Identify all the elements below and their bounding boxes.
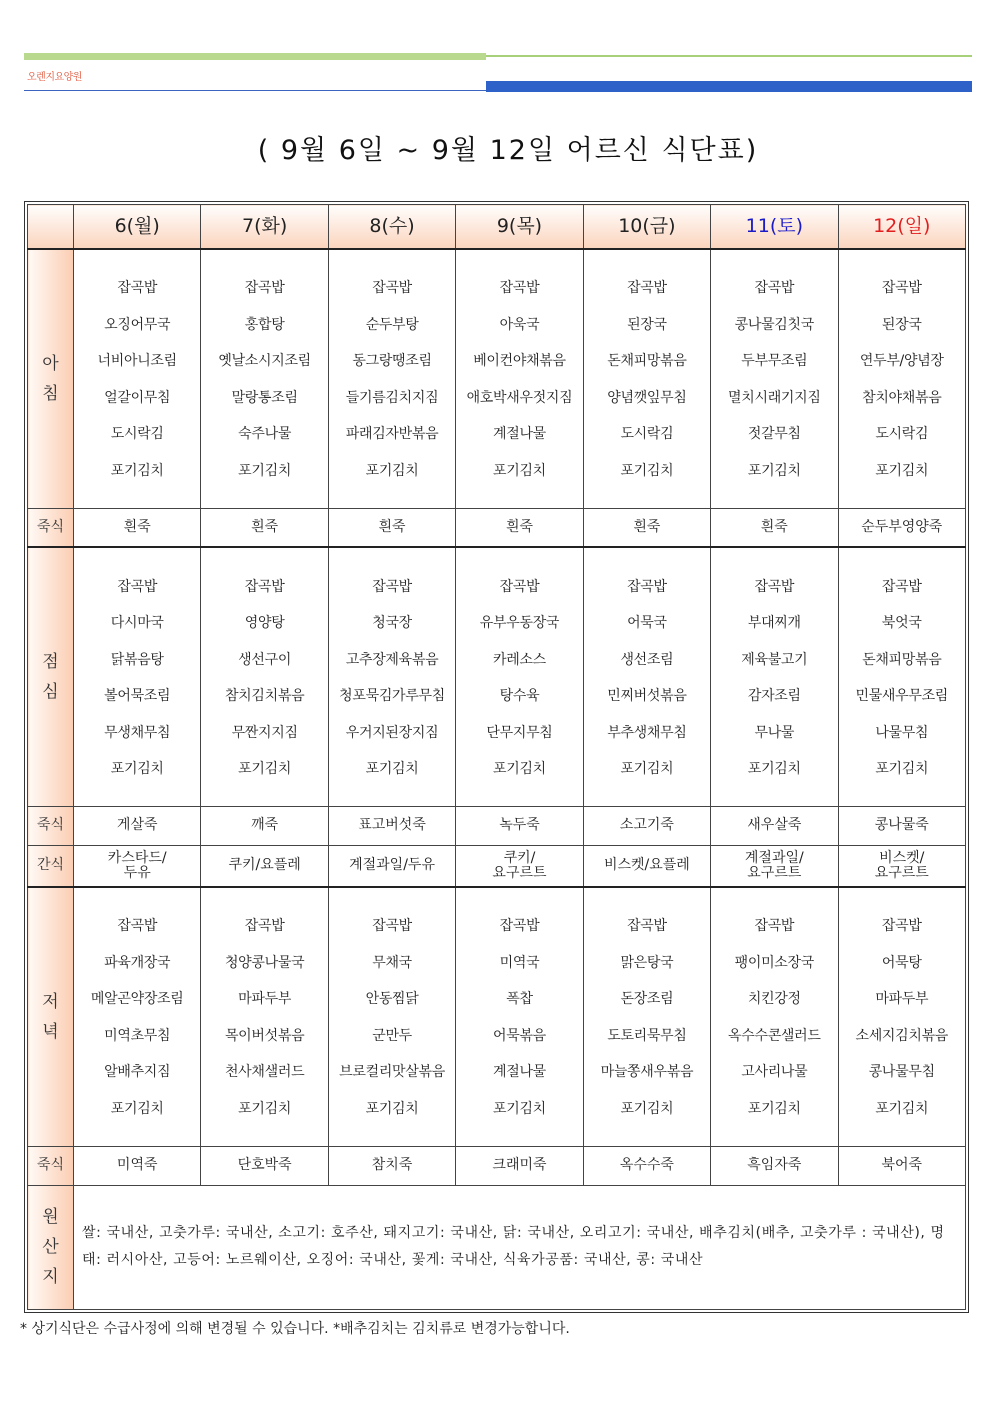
menu-item: 고사리나물 [741,1064,808,1081]
menu-item: 참치김치볶음 [224,688,305,705]
dinner-cell [583,887,710,1146]
dinner-cell [838,887,965,1146]
menu-item: 포기김치 [110,761,164,778]
porridge-cell: 미역죽 [74,1146,201,1185]
snack-cell [711,846,838,887]
breakfast-porridge-row [28,508,966,547]
breakfast-cell [583,249,710,508]
menu-item: 포기김치 [620,761,674,778]
lunch-label: 점심 [42,652,59,703]
day-header: 10(금) [583,205,710,249]
porridge-cell: 흰죽 [74,508,201,547]
header-green-bar [24,53,486,60]
lunch-cell [838,547,965,806]
menu-item: 다시마국 [110,615,164,632]
menu-item: 미역국 [499,954,540,971]
menu-item: 돈채피망볶음 [862,651,942,668]
menu-item: 포기김치 [747,462,801,479]
menu-item: 도시락김 [620,426,674,443]
menu-item: 계절나물 [493,1064,546,1081]
lunch-label-cell [28,547,74,806]
menu-item: 무생채무침 [104,724,171,741]
origin-label-cell [28,1185,74,1309]
menu-item: 부대찌개 [747,615,801,632]
menu-item: 잡곡밥 [627,280,667,297]
menu-item: 포기김치 [365,1100,419,1117]
menu-item: 탕수육 [499,688,540,705]
menu-item: 고추장제육볶음 [345,651,439,668]
menu-item: 참치야채볶음 [862,389,942,406]
menu-item: 유부우동장국 [479,615,560,632]
breakfast-cell [328,249,455,508]
menu-item: 얼갈이무침 [104,389,171,406]
menu-item: 젓갈무침 [747,426,801,443]
menu-item: 베이컨야채볶음 [473,353,566,370]
snack-text: 계절과일/ 요구르트 [744,849,804,881]
day-header-sunday: 12(일) [838,205,965,249]
menu-item: 잡곡밥 [244,280,285,297]
menu-item: 잡곡밥 [244,918,285,935]
menu-item: 어묵볶음 [493,1027,546,1044]
snack-label: 간식 [28,846,74,887]
menu-item: 천사채샐러드 [224,1064,305,1081]
menu-item: 닭볶음탕 [110,651,164,668]
origin-text: 쌀: 국내산, 고춧가루: 국내산, 소고기: 호주산, 돼지고기: 국내산, 닭: 국내산, 오리고기: 국내산, 배추김치(배추, 고춧가루 : 국내산), 명태: 러시아산, 고등어: 노르웨이산, 오징어: 국내산, 꽃게: 국내산, 식육가공품: 국내산, 콩: 국내산 [74,1185,966,1309]
porridge-cell: 새우살죽 [711,807,838,846]
menu-item: 들기름김치지짐 [345,389,439,406]
snack-cell [328,846,455,887]
breakfast-cell [838,249,965,508]
menu-item: 무채국 [372,954,412,971]
menu-item: 잡곡밥 [117,918,158,935]
menu-item: 양념깻잎무침 [607,389,687,406]
menu-item: 잡곡밥 [244,578,285,595]
menu-item: 감자조림 [747,688,801,705]
menu-item: 도시락김 [875,426,929,443]
porridge-cell: 흰죽 [583,508,710,547]
porridge-label: 죽식 [28,1146,74,1185]
menu-item: 돈채피망볶음 [607,353,687,370]
porridge-cell: 크래미죽 [456,1146,583,1185]
menu-item: 맑은탕국 [620,954,674,971]
menu-item: 포기김치 [875,761,929,778]
porridge-cell: 흰죽 [201,508,328,547]
menu-item: 생선조림 [620,651,674,668]
menu-item: 잡곡밥 [881,280,922,297]
menu-item: 포기김치 [493,462,546,479]
breakfast-cell [711,249,838,508]
day-header: 6(월) [74,205,201,249]
day-header: 8(수) [328,205,455,249]
menu-item: 마파두부 [875,991,929,1008]
menu-item: 잡곡밥 [372,918,412,935]
porridge-cell: 옥수수죽 [583,1146,710,1185]
menu-item: 제육불고기 [741,651,808,668]
porridge-cell: 게살죽 [74,807,201,846]
menu-item: 무나물 [754,724,795,741]
menu-item: 포기김치 [110,462,164,479]
porridge-cell: 콩나물죽 [838,807,965,846]
menu-item: 된장국 [627,316,667,333]
menu-item: 청양콩나물국 [224,954,305,971]
menu-item: 미역초무침 [104,1027,171,1044]
menu-item: 청포묵김가루무침 [339,688,445,705]
porridge-label: 죽식 [28,508,74,547]
menu-item: 옥수수콘샐러드 [728,1027,821,1044]
breakfast-cell [201,249,328,508]
menu-item: 브로컬리맛살볶음 [339,1064,445,1081]
menu-item: 오징어무국 [104,316,171,333]
menu-item: 민물새우무조림 [855,688,949,705]
menu-item: 연두부/양념장 [859,353,944,370]
menu-item: 콩나물무침 [868,1064,935,1081]
menu-item: 북엇국 [881,615,922,632]
page-title: ( 9월 6일 ~ 9월 12일 어르신 식단표) [257,135,759,166]
menu-item: 영양탕 [244,615,285,632]
menu-item: 애호박새우젓지짐 [466,389,573,406]
lunch-cell [201,547,328,806]
porridge-cell: 흰죽 [711,508,838,547]
menu-item: 된장국 [881,316,922,333]
menu-table-frame [24,201,969,1313]
menu-item: 포기김치 [238,761,292,778]
menu-item: 포기김치 [620,462,674,479]
menu-item: 잡곡밥 [627,918,667,935]
porridge-cell: 녹두죽 [456,807,583,846]
porridge-cell: 참치죽 [328,1146,455,1185]
porridge-cell: 표고버섯죽 [328,807,455,846]
dinner-cell [328,887,455,1146]
org-name: 오렌지요양원 [27,72,82,83]
snack-text: 비스켓/ 요구르트 [874,849,929,881]
dinner-label: 저녁 [42,991,59,1042]
breakfast-row [28,249,966,508]
menu-table [27,204,966,1310]
menu-item: 숙주나물 [238,426,292,443]
menu-item: 알배추지짐 [104,1064,171,1081]
menu-item: 볼어묵조림 [104,688,171,705]
menu-item: 잡곡밥 [754,578,795,595]
menu-item: 잡곡밥 [372,578,412,595]
day-header-row [28,205,966,249]
menu-item: 포기김치 [238,462,292,479]
lunch-cell [583,547,710,806]
lunch-cell [711,547,838,806]
menu-item: 생선구이 [238,651,292,668]
menu-item: 잡곡밥 [372,280,412,297]
menu-item: 잡곡밥 [881,918,922,935]
menu-item: 부추생채무침 [607,724,687,741]
menu-item: 포기김치 [238,1100,292,1117]
menu-item: 동그랑땡조림 [352,353,432,370]
snack-cell [74,846,201,887]
snack-cell [456,846,583,887]
menu-item: 돈장조림 [620,991,674,1008]
dinner-cell [711,887,838,1146]
porridge-cell: 흰죽 [328,508,455,547]
breakfast-label-cell [28,249,74,508]
menu-item: 어묵국 [627,615,667,632]
menu-item: 잡곡밥 [754,918,795,935]
origin-row [28,1185,966,1309]
menu-item: 우거지된장지짐 [345,724,439,741]
porridge-label: 죽식 [28,807,74,846]
dinner-cell [201,887,328,1146]
menu-item: 잡곡밥 [627,578,667,595]
porridge-cell: 흑임자죽 [711,1146,838,1185]
menu-item: 잡곡밥 [117,578,158,595]
menu-item: 민찌버섯볶음 [607,688,687,705]
menu-item: 잡곡밥 [499,578,540,595]
menu-item: 아욱국 [499,316,540,333]
breakfast-cell [74,249,201,508]
menu-item: 옛날소시지조림 [218,353,311,370]
menu-item: 포기김치 [875,1100,929,1117]
menu-item: 무짠지지짐 [231,724,298,741]
lunch-cell [74,547,201,806]
menu-item: 말랑통조림 [231,389,298,406]
menu-item: 목이버섯볶음 [224,1027,305,1044]
menu-item: 마늘쫑새우볶음 [600,1064,694,1081]
header-blue-bar [486,81,972,92]
menu-item: 포기김치 [620,1100,674,1117]
snack-text: 계절과일/두유 [349,857,435,874]
menu-item: 파육개장국 [104,954,171,971]
dinner-cell [74,887,201,1146]
breakfast-label: 아침 [42,353,59,404]
dinner-porridge-row [28,1146,966,1185]
porridge-cell: 단호박죽 [201,1146,328,1185]
menu-item: 잡곡밥 [754,280,795,297]
menu-item: 나물무침 [875,724,929,741]
porridge-cell: 흰죽 [456,508,583,547]
menu-item: 메알곤약장조림 [90,991,184,1008]
menu-item: 포기김치 [365,761,419,778]
snack-cell [201,846,328,887]
menu-item: 포기김치 [493,761,546,778]
snack-cell [583,846,710,887]
menu-item: 포기김치 [493,1100,546,1117]
porridge-cell: 소고기죽 [583,807,710,846]
menu-item: 카레소스 [493,651,546,668]
header-green-line [486,55,972,57]
porridge-cell: 북어죽 [838,1146,965,1185]
menu-item: 도토리묵무침 [607,1027,687,1044]
day-header-saturday: 11(토) [711,205,838,249]
menu-item: 포기김치 [110,1100,164,1117]
porridge-cell: 순두부영양죽 [838,508,965,547]
menu-item: 포기김치 [875,462,929,479]
menu-item: 잡곡밥 [117,280,158,297]
menu-item: 폭찹 [506,991,533,1008]
dinner-cell [456,887,583,1146]
snack-cell [838,846,965,887]
snack-row [28,846,966,887]
menu-item: 군만두 [372,1027,412,1044]
menu-item: 잡곡밥 [499,918,540,935]
menu-item: 포기김치 [747,761,801,778]
menu-item: 잡곡밥 [499,280,540,297]
menu-item: 홍합탕 [244,316,285,333]
menu-item: 멸치시래기지짐 [728,389,821,406]
menu-item: 너비아니조림 [97,353,177,370]
footnote: * 상기식단은 수급사정에 의해 변경될 수 있습니다. *배추김치는 김치류로 변경가능합니다. [20,1321,570,1337]
dinner-row [28,887,966,1146]
menu-item: 잡곡밥 [881,578,922,595]
origin-label: 원산지 [42,1207,59,1288]
menu-item: 청국장 [372,615,412,632]
snack-text: 쿠키/ 요구르트 [492,849,547,881]
menu-item: 파래김자반볶음 [345,426,439,443]
menu-item: 두부무조림 [741,353,808,370]
lunch-row [28,547,966,806]
menu-item: 마파두부 [238,991,292,1008]
lunch-cell [328,547,455,806]
menu-item: 단무지무침 [486,724,553,741]
snack-text: 비스켓/요플레 [603,857,690,874]
menu-item: 안동찜닭 [365,991,419,1008]
day-header: 7(화) [201,205,328,249]
snack-text: 쿠키/요플레 [228,857,301,874]
lunch-porridge-row [28,807,966,846]
menu-item: 콩나물김칫국 [734,316,814,333]
menu-item: 팽이미소장국 [734,954,814,971]
menu-item: 어묵탕 [881,954,922,971]
day-header: 9(목) [456,205,583,249]
snack-text: 카스타드/ 두유 [107,849,167,881]
menu-item: 순두부탕 [365,316,419,333]
breakfast-cell [456,249,583,508]
corner-cell [28,205,74,249]
header-blue-line [24,90,486,91]
dinner-label-cell [28,887,74,1146]
menu-item: 소세지김치볶음 [855,1027,949,1044]
menu-item: 포기김치 [747,1100,801,1117]
menu-item: 포기김치 [365,462,419,479]
menu-item: 계절나물 [493,426,546,443]
menu-item: 치킨강정 [747,991,801,1008]
porridge-cell: 깨죽 [201,807,328,846]
menu-item: 도시락김 [110,426,164,443]
lunch-cell [456,547,583,806]
